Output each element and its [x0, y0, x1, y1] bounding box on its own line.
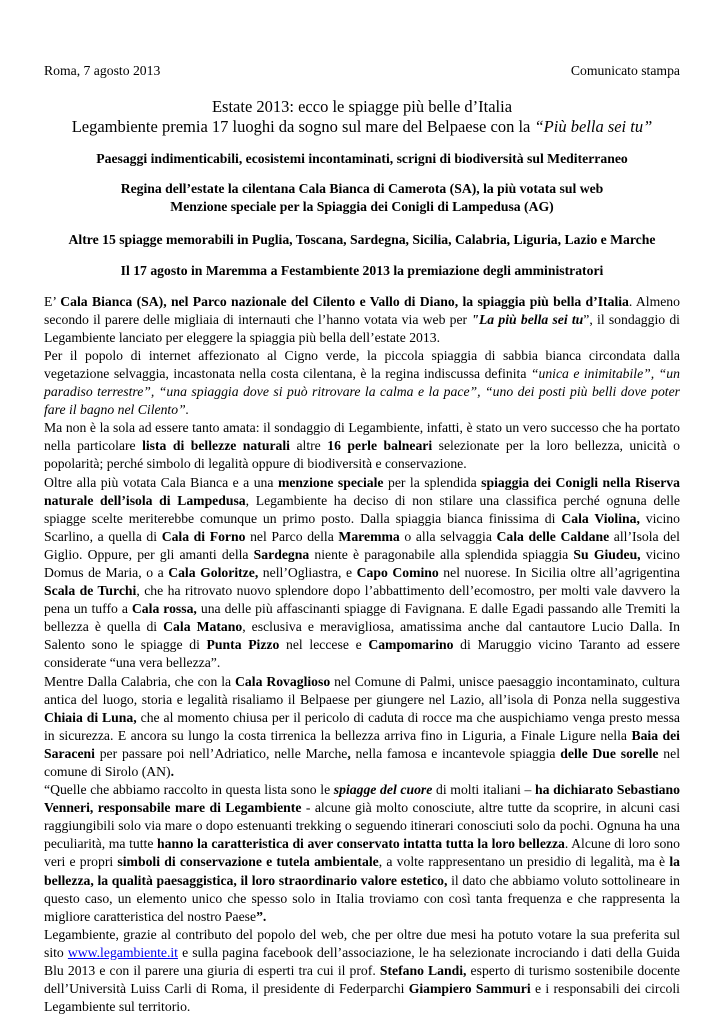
subheading-award: Il 17 agosto in Maremma a Festambiente 2013 la premiazione degli amministratori — [120, 263, 604, 279]
subheading-other-beaches: Altre 15 spiagge memorabili in Puglia, Toscana, Sardegna, Sicilia, Calabria, Liguria, Lazio e Marche — [68, 232, 656, 248]
header-row — [44, 62, 680, 80]
press-release-page — [44, 62, 680, 1016]
campaign-name: “Più bella sei tu” — [534, 117, 653, 137]
paragraph-4: Oltre alla più votata Cala Bianca e a una menzione speciale per la splendida spiaggia dei Conigli nella Riserva naturale dell’isola di Lampedusa, Legambiente ha deciso di non stilare una classifica perché ognuna delle spiagge scelte meriterebbe comunque un primo posto. Dalla spiaggia bianca finissima di Cala Violina, vicino Scarlino, a quella di Cala di Forno nel Parco della Maremma o alla selvaggia Cala delle Caldane all’Isola del Giglio. Oppure, per gli amanti della Sardegna niente è paragonabile alla splendida spiaggia Su Giudeu, vicino Domus de Maria, o a Cala Goloritze, nell’Ogliastra, e Capo Comino nel nuorese. In Sicilia oltre all’agrigentina Scala de Turchi, che ha ritrovato nuovo splendore dopo l’abbattimento dell’ecomostro, per molti vale davvero la pena un tuffo a Cala rossa, una delle più affascinanti spiagge di Favignana. E dalle Egadi passando alle Tremiti la bellezza è quella di Cala Matano, esclusiva e meravigliosa, amatissima anche dal cantautore Lucio Dalla. In Salento sono le spiagge di Punta Pizzo nel leccese e Campomarino di Maruggio vicino Taranto ad essere considerate “una vera bellezza”. — [44, 474, 681, 671]
paragraph-5: Mentre Dalla Calabria, che con la Cala Rovaglioso nel Comune di Palmi, unisce paesaggio incontaminato, cultura antica del luogo, storia e legalità risaliamo il Belpaese per giungere nel Lazio, all’isola di Ponza nella suggestiva Chiaia di Luna, che al momento chiusa per il pericolo di caduta di rocce ma che auspichiamo venga presto messa in sicurezza. E ancora su lungo la costa tirrenica la bellezza arriva fino in Liguria, a Finale Ligure nella Baia dei Saraceni per passare poi nell’Adriatico, nelle Marche, nella famosa e incantevole spiaggia delle Due sorelle nel comune di Sirolo (AN). — [44, 673, 680, 779]
paragraph-6: “Quelle che abbiamo raccolto in questa lista sono le spiagge del cuore di molti italiani – ha dichiarato Sebastiano Venneri, responsabile mare di Legambiente - alcune già molto conosciute, altre tutte da scoprire, in alcuni casi raggiungibili solo via mare o dopo estenuanti trekking o seguendo itinerari conosciuti solo da pochi. Ognuna ha una peculiarità, ma tutte hanno la caratteristica di aver conservato intatta tutta la loro bellezza. Alcune di loro sono veri e propri simboli di conservazione e tutela ambientale, a volte rappresentano un presidio di legalità, ma è la bellezza, la qualità paesaggistica, il loro straordinario valore estetico, il dato che abbiamo voluto sottolineare in questo caso, un elemento unico che spesso solo in Italia troviamo con così tanta frequenza e che rappresenta la migliore caratteristica del nostro Paese”. — [44, 782, 680, 924]
paragraph-7: Legambiente, grazie al contributo del popolo del web, che per oltre due mesi ha potuto votare la sua preferita sul sito www.legambiente.it e sulla pagina facebook dell’associazione, le ha selezionate incrociando i dati della Guida Blu 2013 e con il parere una giuria di esperti tra cui il prof. Stefano Landi, esperto di turismo sostenibile docente dell’Università Luiss Carli di Roma, il presidente di Federparchi Giampiero Sammuri e i responsabili dei circoli Legambiente sul territorio. — [44, 926, 680, 1015]
title-line-1: Estate 2013: ecco le spiagge più belle d’Italia — [211, 97, 513, 117]
article-body — [44, 293, 680, 1017]
date-place: Roma, 7 agosto 2013 — [44, 63, 161, 78]
paragraph-2: Per il popolo di internet affezionato al Cigno verde, la piccola spiaggia di sabbia bianca circondata dalla vegetazione selvaggia, incastonata nella costa cilentana, è la regina indiscussa definita “unica e inimitabile”, “un paradiso terrestre”, “una spiaggia dove si può ritrovare la calma e la pace”, “uno dei posti più belli dove poter fare il bagno nel Cilento”. — [44, 347, 680, 418]
paragraph-1: E’ Cala Bianca (SA), nel Parco nazionale del Cilento e Vallo di Diano, la spiaggia più bella d’Italia. Almeno secondo il parere delle migliaia di internauti che l’hanno votata via web per "La più bella sei tu”, il sondaggio di Legambiente lanciato per eleggere la spiaggia più bella dell’estate 2013. — [44, 293, 680, 345]
legambiente-website-link[interactable]: www.legambiente.it — [67, 944, 178, 960]
document-type: Comunicato stampa — [570, 63, 680, 78]
subheading-landscapes: Paesaggi indimenticabili, ecosistemi incontaminati, scrigni di biodiversità sul Mediterraneo — [96, 151, 628, 167]
main-title — [44, 97, 680, 137]
paragraph-3: Ma non è la sola ad essere tanto amata: il sondaggio di Legambiente, infatti, è stato un vero successo che ha portato nella particolare lista di bellezze naturali altre 16 perle balneari selezionate per la loro bellezza, unicità o popolarità; perché simbolo di legalità oppure di biodiversità e conservazione. — [44, 420, 680, 472]
title-line-2: Legambiente premia 17 luoghi da sogno sul mare del Belpaese con la “Più bella sei tu” — [71, 117, 653, 137]
subheading-queen: Regina dell’estate la cilentana Cala Bianca di Camerota (SA), la più votata sul web Menzione speciale per la Spiaggia dei Conigli di Lampedusa (AG) — [120, 181, 604, 215]
